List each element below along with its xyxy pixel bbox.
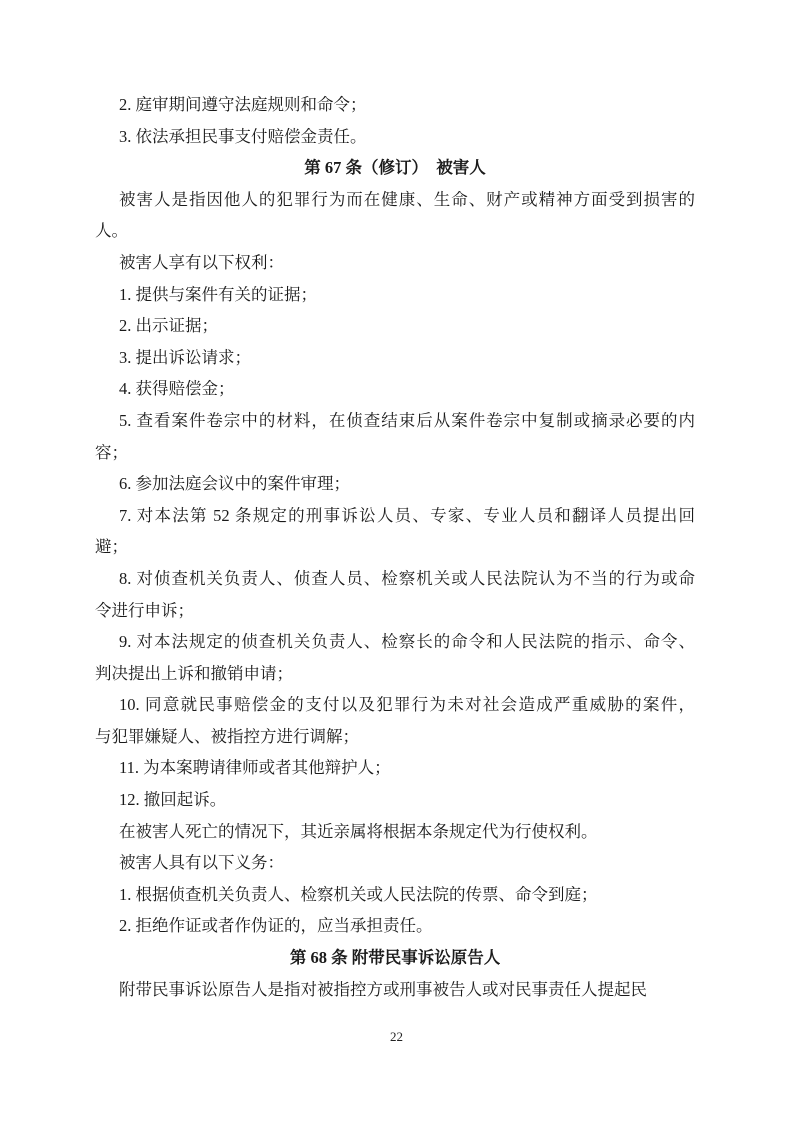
text-line: 避； [95, 537, 128, 557]
document-body [95, 89, 695, 1005]
text-line: 8. 对侦查机关负责人、侦查人员、检察机关或人民法院认为不当的行为或命 [119, 568, 695, 588]
text-line: 与犯罪嫌疑人、被指控方进行调解； [95, 726, 359, 746]
text-line: 第 67 条（修订） 被害人 [304, 158, 486, 178]
paragraph [95, 879, 695, 911]
paragraph [95, 405, 695, 468]
text-line: 容； [95, 442, 128, 462]
paragraph [95, 910, 695, 942]
text-line: 12. 撤回起诉。 [119, 790, 227, 810]
paragraph [95, 310, 695, 342]
text-line: 2. 庭审期间遵守法庭规则和命令； [119, 95, 367, 114]
section-heading [95, 942, 695, 974]
text-line: 10. 同意就民事赔偿金的支付以及犯罪行为未对社会造成严重威胁的案件， [119, 695, 695, 715]
text-line: 6. 参加法庭会议中的案件审理； [119, 474, 350, 494]
text-line: 9. 对本法规定的侦查机关负责人、检察长的命令和人民法院的指示、命令、 [119, 632, 695, 652]
text-line: 2. 拒绝作证或者作伪证的，应当承担责任。 [119, 916, 433, 936]
text-line: 7. 对本法第 52 条规定的刑事诉讼人员、专家、专业人员和翻译人员提出回 [119, 505, 695, 525]
paragraph [95, 373, 695, 405]
paragraph [95, 752, 695, 784]
paragraph [95, 121, 695, 153]
paragraph [95, 847, 695, 879]
text-line: 被害人是指因他人的犯罪行为而在健康、生命、财产或精神方面受到损害的 [119, 189, 695, 209]
paragraph [95, 626, 695, 689]
text-line: 11. 为本案聘请律师或者其他辩护人； [119, 758, 391, 778]
text-line: 4. 获得赔偿金； [119, 379, 235, 399]
paragraph [95, 184, 695, 247]
text-line: 5. 查看案件卷宗中的材料，在侦查结束后从案件卷宗中复制或摘录必要的内 [119, 410, 695, 430]
text-line: 在被害人死亡的情况下，其近亲属将根据本条规定代为行使权利。 [119, 821, 598, 841]
paragraph [95, 816, 695, 848]
text-line: 第 68 条 附带民事诉讼原告人 [289, 948, 501, 968]
paragraph [95, 279, 695, 311]
text-line: 3. 依法承担民事支付赔偿金责任。 [119, 126, 367, 146]
page-number: 22 [390, 1029, 403, 1044]
paragraph [95, 89, 695, 121]
text-line: 1. 提供与案件有关的证据； [119, 284, 317, 304]
paragraph [95, 342, 695, 374]
text-line: 1. 根据侦查机关负责人、检察机关或人民法院的传票、命令到庭； [119, 884, 598, 904]
paragraph [95, 468, 695, 500]
text-line: 人。 [95, 221, 128, 241]
text-line: 被害人享有以下权利： [119, 252, 284, 272]
paragraph [95, 784, 695, 816]
paragraph [95, 974, 695, 1006]
text-line: 判决提出上诉和撤销申请； [95, 663, 293, 683]
text-line: 令进行申诉； [95, 600, 194, 620]
section-heading [95, 152, 695, 184]
paragraph [95, 500, 695, 563]
text-line: 3. 提出诉讼请求； [119, 347, 251, 367]
paragraph [95, 563, 695, 626]
text-line: 被害人具有以下义务： [119, 853, 284, 873]
text-line: 附带民事诉讼原告人是指对被指控方或刑事被告人或对民事责任人提起民 [119, 979, 647, 999]
paragraph [95, 689, 695, 752]
text-line: 2. 出示证据； [119, 316, 218, 336]
paragraph [95, 247, 695, 279]
